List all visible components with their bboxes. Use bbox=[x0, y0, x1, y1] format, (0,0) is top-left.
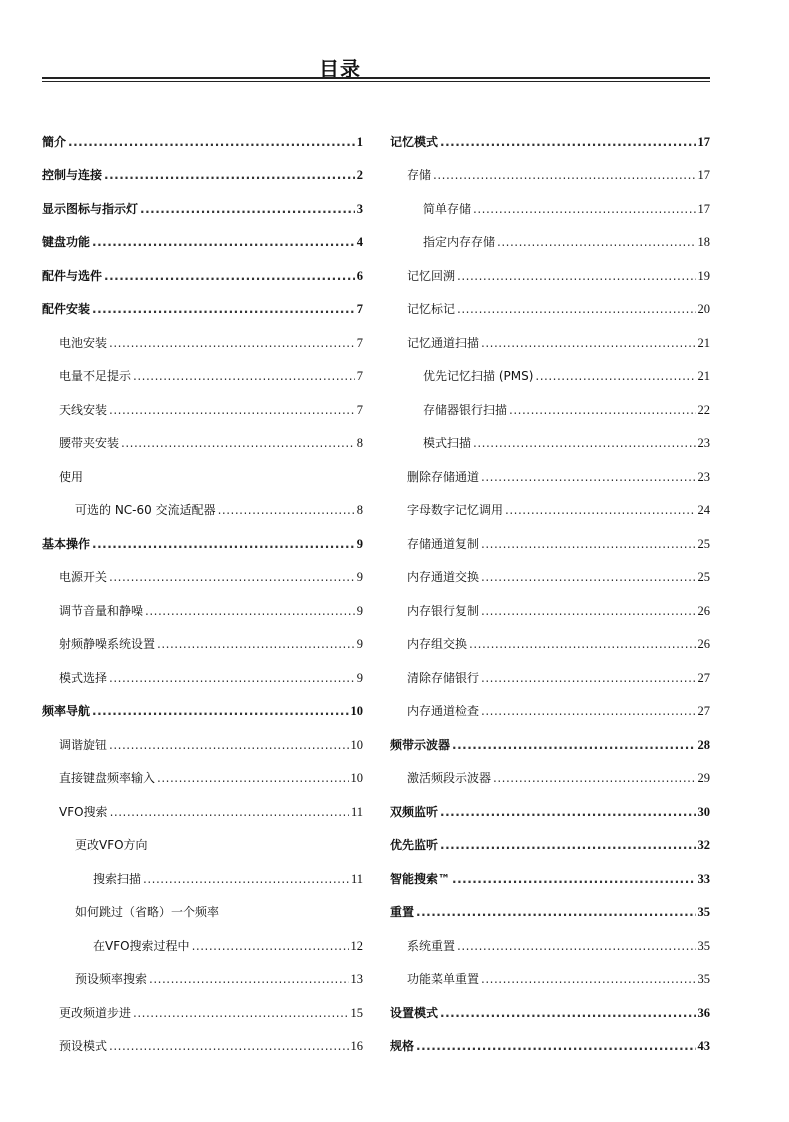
toc-entry[interactable] bbox=[42, 594, 363, 628]
toc-entry-page: 26 bbox=[697, 637, 710, 652]
toc-entry[interactable] bbox=[42, 963, 363, 997]
toc-entry-label: 简单存储 bbox=[423, 201, 472, 216]
toc-entry-label: 显示图标与指示灯 bbox=[42, 201, 139, 216]
toc-entry-page: 3 bbox=[356, 201, 363, 216]
toc-dot-leader bbox=[457, 301, 695, 317]
toc-dot-leader bbox=[92, 703, 348, 719]
toc-dot-leader bbox=[457, 268, 695, 284]
toc-entry-label: 指定内存存储 bbox=[423, 235, 496, 250]
toc-dot-leader bbox=[104, 268, 355, 284]
toc-entry[interactable] bbox=[390, 159, 710, 193]
toc-entry[interactable] bbox=[390, 527, 710, 561]
toc-entry-page: 11 bbox=[350, 804, 363, 819]
toc-entry-label: 使用 bbox=[59, 469, 84, 484]
toc-entry-page: 7 bbox=[356, 402, 363, 417]
toc-entry[interactable] bbox=[390, 929, 710, 963]
toc-entry-page: 25 bbox=[697, 536, 710, 551]
toc-entry-page: 24 bbox=[697, 503, 710, 518]
toc-entry-page: 13 bbox=[350, 972, 363, 987]
toc-entry-label: VFO搜索 bbox=[59, 804, 108, 819]
toc-entry[interactable] bbox=[42, 293, 363, 327]
toc-dot-leader bbox=[218, 502, 355, 518]
toc-dot-leader bbox=[109, 670, 355, 686]
toc-entry[interactable] bbox=[42, 762, 363, 796]
toc-dot-leader bbox=[143, 871, 349, 887]
toc-entry[interactable] bbox=[390, 728, 710, 762]
toc-entry-label: 电池安装 bbox=[59, 335, 108, 350]
toc-entry[interactable] bbox=[390, 561, 710, 595]
toc-entry-page: 21 bbox=[697, 369, 710, 384]
toc-entry-page: 35 bbox=[697, 905, 710, 920]
toc-entry-page: 4 bbox=[356, 235, 363, 250]
toc-entry[interactable] bbox=[390, 628, 710, 662]
toc-dot-leader bbox=[505, 502, 695, 518]
toc-dot-leader bbox=[481, 670, 695, 686]
toc-entry[interactable] bbox=[42, 728, 363, 762]
toc-dot-leader bbox=[473, 201, 695, 217]
toc-entry-label: 激活频段示波器 bbox=[407, 771, 492, 786]
toc-dot-leader bbox=[92, 301, 355, 317]
toc-entry-label: 智能搜索™ bbox=[390, 871, 451, 886]
toc-entry-page: 2 bbox=[356, 168, 363, 183]
toc-entry[interactable] bbox=[42, 661, 363, 695]
toc-entry-page: 9 bbox=[356, 603, 363, 618]
toc-entry-label: 预设频率搜索 bbox=[75, 972, 148, 987]
toc-entry-page: 10 bbox=[350, 704, 363, 719]
toc-entry-page: 7 bbox=[356, 369, 363, 384]
toc-entry[interactable] bbox=[390, 226, 710, 260]
toc-dot-leader bbox=[109, 402, 355, 418]
toc-entry[interactable] bbox=[390, 594, 710, 628]
toc-dot-leader bbox=[457, 938, 695, 954]
toc-entry-label: 调节音量和静噪 bbox=[59, 603, 144, 618]
toc-entry[interactable] bbox=[390, 125, 710, 159]
toc-entry-label: 存储通道复制 bbox=[407, 536, 480, 551]
toc-entry-label: 配件与选件 bbox=[42, 268, 103, 283]
toc-dot-leader bbox=[145, 603, 355, 619]
toc-entry[interactable] bbox=[42, 159, 363, 193]
toc-entry-label: 天线安装 bbox=[59, 402, 108, 417]
toc-entry-page: 7 bbox=[356, 302, 363, 317]
toc-dot-leader bbox=[121, 435, 355, 451]
toc-dot-leader bbox=[92, 536, 355, 552]
toc-entry[interactable] bbox=[42, 226, 363, 260]
toc-dot-leader bbox=[481, 469, 695, 485]
toc-entry-page: 16 bbox=[350, 1039, 363, 1054]
toc-entry-label: 记忆标记 bbox=[407, 302, 456, 317]
toc-entry[interactable] bbox=[390, 360, 710, 394]
toc-entry[interactable] bbox=[390, 393, 710, 427]
toc-entry-page: 7 bbox=[356, 335, 363, 350]
toc-entry-label: 记忆回溯 bbox=[407, 268, 456, 283]
toc-entry-label: 配件安装 bbox=[42, 302, 91, 317]
toc-entry-page: 17 bbox=[697, 201, 710, 216]
toc-entry[interactable] bbox=[42, 628, 363, 662]
toc-entry-page: 9 bbox=[356, 570, 363, 585]
toc-entry-label: 控制与连接 bbox=[42, 168, 103, 183]
toc-right-column bbox=[390, 125, 710, 1063]
toc-entry-label: 优先监听 bbox=[390, 838, 439, 853]
toc-entry-label: 记忆通道扫描 bbox=[407, 335, 480, 350]
toc-entry-label: 模式扫描 bbox=[423, 436, 472, 451]
toc-dot-leader bbox=[481, 603, 695, 619]
toc-dot-leader bbox=[133, 368, 355, 384]
toc-entry-page: 8 bbox=[356, 503, 363, 518]
toc-entry[interactable] bbox=[390, 762, 710, 796]
toc-entry-page: 10 bbox=[350, 737, 363, 752]
toc-dot-leader bbox=[481, 703, 695, 719]
toc-dot-leader bbox=[109, 335, 355, 351]
toc-left-column bbox=[42, 125, 363, 1063]
toc-dot-leader bbox=[149, 971, 348, 987]
toc-dot-leader bbox=[416, 1038, 695, 1054]
toc-entry[interactable] bbox=[42, 795, 363, 829]
toc-entry-page: 25 bbox=[697, 570, 710, 585]
toc-dot-leader bbox=[440, 837, 695, 853]
toc-entry-label: 模式选择 bbox=[59, 670, 108, 685]
toc-entry[interactable] bbox=[390, 192, 710, 226]
title-rule-thin bbox=[42, 81, 710, 82]
toc-entry[interactable] bbox=[42, 929, 363, 963]
toc-entry-label: 搜索扫描 bbox=[93, 871, 142, 886]
toc-entry-label: 删除存储通道 bbox=[407, 469, 480, 484]
toc-dot-leader bbox=[469, 636, 695, 652]
toc-entry-page: 1 bbox=[356, 134, 363, 149]
toc-entry[interactable] bbox=[42, 494, 363, 528]
toc-entry[interactable] bbox=[390, 896, 710, 930]
toc-entry-page: 23 bbox=[697, 469, 710, 484]
toc-entry-label: 射频静噪系统设置 bbox=[59, 637, 156, 652]
toc-dot-leader bbox=[481, 569, 695, 585]
toc-entry-label: 频带示波器 bbox=[390, 737, 451, 752]
toc-entry-page: 19 bbox=[697, 268, 710, 283]
toc-entry[interactable] bbox=[42, 427, 363, 461]
toc-dot-leader bbox=[440, 134, 695, 150]
toc-entry-label: 电源开关 bbox=[59, 570, 108, 585]
toc-entry-page: 17 bbox=[697, 168, 710, 183]
toc-entry[interactable] bbox=[42, 360, 363, 394]
toc-entry-label: 如何跳过（省略）一个频率 bbox=[75, 905, 220, 920]
toc-dot-leader bbox=[109, 737, 348, 753]
toc-dot-leader bbox=[481, 536, 695, 552]
toc-entry-label: 设置模式 bbox=[390, 1005, 439, 1020]
toc-entry-page: 35 bbox=[697, 938, 710, 953]
toc-entry[interactable] bbox=[390, 862, 710, 896]
toc-dot-leader bbox=[68, 134, 355, 150]
toc-entry-label: 功能菜单重置 bbox=[407, 972, 480, 987]
toc-dot-leader bbox=[110, 804, 349, 820]
toc-entry-label: 预设模式 bbox=[59, 1039, 108, 1054]
toc-entry-label: 频率导航 bbox=[42, 704, 91, 719]
toc-entry[interactable] bbox=[42, 896, 363, 930]
toc-entry-label: 清除存储银行 bbox=[407, 670, 480, 685]
toc-entry-label: 电量不足提示 bbox=[59, 369, 132, 384]
toc-entry-page: 20 bbox=[697, 302, 710, 317]
toc-dot-leader bbox=[440, 804, 695, 820]
toc-entry-page: 18 bbox=[697, 235, 710, 250]
toc-entry-page: 36 bbox=[697, 1005, 710, 1020]
toc-dot-leader bbox=[497, 234, 695, 250]
toc-entry-page: 15 bbox=[350, 1005, 363, 1020]
toc-entry[interactable] bbox=[390, 661, 710, 695]
toc-dot-leader bbox=[452, 871, 695, 887]
toc-entry-page: 12 bbox=[350, 938, 363, 953]
toc-entry[interactable] bbox=[390, 695, 710, 729]
toc-entry-label: 内存银行复制 bbox=[407, 603, 480, 618]
toc-entry[interactable] bbox=[42, 192, 363, 226]
toc-dot-leader bbox=[92, 234, 355, 250]
toc-entry[interactable] bbox=[42, 996, 363, 1030]
toc-dot-leader bbox=[433, 167, 695, 183]
toc-dot-leader bbox=[452, 737, 695, 753]
toc-entry-label: 内存通道检查 bbox=[407, 704, 480, 719]
toc-entry-page: 32 bbox=[697, 838, 710, 853]
toc-entry[interactable] bbox=[390, 1030, 710, 1064]
toc-entry-label: 簡介 bbox=[42, 134, 67, 149]
toc-dot-leader bbox=[481, 335, 695, 351]
toc-dot-leader bbox=[416, 904, 695, 920]
toc-dot-leader bbox=[473, 435, 695, 451]
toc-dot-leader bbox=[133, 1005, 348, 1021]
toc-entry-page: 8 bbox=[356, 436, 363, 451]
toc-entry[interactable] bbox=[390, 996, 710, 1030]
toc-entry[interactable] bbox=[390, 326, 710, 360]
toc-entry[interactable] bbox=[390, 494, 710, 528]
toc-entry-label: 内存组交换 bbox=[407, 637, 468, 652]
toc-entry-label: 规格 bbox=[390, 1039, 415, 1054]
title-rule-thick bbox=[42, 77, 710, 79]
toc-entry-label: 重置 bbox=[390, 905, 415, 920]
toc-entry[interactable] bbox=[42, 259, 363, 293]
toc-entry-page: 10 bbox=[350, 771, 363, 786]
toc-entry[interactable] bbox=[42, 695, 363, 729]
toc-entry-page: 43 bbox=[697, 1039, 710, 1054]
toc-entry[interactable] bbox=[390, 829, 710, 863]
page-title: 目录 bbox=[319, 57, 361, 81]
toc-entry[interactable] bbox=[42, 393, 363, 427]
toc-entry-page: 29 bbox=[697, 771, 710, 786]
toc-entry[interactable] bbox=[390, 460, 710, 494]
toc-entry-page: 35 bbox=[697, 972, 710, 987]
toc-dot-leader bbox=[104, 167, 355, 183]
toc-entry-label: 更改频道步进 bbox=[59, 1005, 132, 1020]
toc-entry[interactable] bbox=[42, 829, 363, 863]
toc-entry-label: 调谐旋钮 bbox=[59, 737, 108, 752]
toc-entry-label: 优先记忆扫描 (PMS) bbox=[423, 369, 534, 384]
toc-entry[interactable] bbox=[390, 963, 710, 997]
toc-entry-page: 23 bbox=[697, 436, 710, 451]
toc-dot-leader bbox=[109, 1038, 348, 1054]
toc-entry-page: 9 bbox=[356, 637, 363, 652]
toc-entry-label: 更改VFO方向 bbox=[75, 838, 148, 853]
toc-entry-label: 存储 bbox=[407, 168, 432, 183]
toc-dot-leader bbox=[157, 636, 355, 652]
toc-entry-page: 6 bbox=[356, 268, 363, 283]
toc-entry-label: 系统重置 bbox=[407, 938, 456, 953]
toc-entry[interactable] bbox=[42, 862, 363, 896]
toc-dot-leader bbox=[140, 201, 355, 217]
toc-entry[interactable] bbox=[42, 125, 363, 159]
toc-entry-label: 存储器银行扫描 bbox=[423, 402, 508, 417]
toc-entry[interactable] bbox=[42, 1030, 363, 1064]
toc-entry-page: 11 bbox=[350, 871, 363, 886]
toc-entry[interactable] bbox=[42, 460, 363, 494]
toc-dot-leader bbox=[509, 402, 695, 418]
toc-entry-label: 内存通道交换 bbox=[407, 570, 480, 585]
toc-entry-page: 9 bbox=[356, 670, 363, 685]
toc-entry[interactable] bbox=[42, 326, 363, 360]
toc-dot-leader bbox=[109, 569, 355, 585]
toc-entry[interactable] bbox=[42, 561, 363, 595]
toc-entry-label: 双频监听 bbox=[390, 804, 439, 819]
toc-entry-label: 键盘功能 bbox=[42, 235, 91, 250]
toc-dot-leader bbox=[192, 938, 349, 954]
toc-entry-label: 基本操作 bbox=[42, 536, 91, 551]
toc-entry-label: 字母数字记忆调用 bbox=[407, 503, 504, 518]
toc-entry-page: 26 bbox=[697, 603, 710, 618]
toc-entry[interactable] bbox=[42, 527, 363, 561]
toc-entry-label: 直接键盘频率输入 bbox=[59, 771, 156, 786]
toc-entry-label: 在VFO搜索过程中 bbox=[93, 938, 190, 953]
toc-entry-label: 记忆模式 bbox=[390, 134, 439, 149]
toc-dot-leader bbox=[157, 770, 348, 786]
toc-entry[interactable] bbox=[390, 293, 710, 327]
toc-entry-label: 可选的 NC-60 交流适配器 bbox=[75, 503, 216, 518]
toc-entry-label: 腰带夹安装 bbox=[59, 436, 120, 451]
toc-entry[interactable] bbox=[390, 795, 710, 829]
toc-entry-page: 33 bbox=[697, 871, 710, 886]
toc-entry-page: 28 bbox=[697, 737, 710, 752]
toc-dot-leader bbox=[440, 1005, 695, 1021]
toc-entry-page: 17 bbox=[697, 134, 710, 149]
toc-entry-page: 30 bbox=[697, 804, 710, 819]
toc-dot-leader bbox=[493, 770, 695, 786]
toc-entry-page: 27 bbox=[697, 670, 710, 685]
toc-entry-page: 27 bbox=[697, 704, 710, 719]
toc-entry-page: 22 bbox=[697, 402, 710, 417]
toc-dot-leader bbox=[535, 368, 695, 384]
toc-entry-page: 21 bbox=[697, 335, 710, 350]
toc-entry[interactable] bbox=[390, 259, 710, 293]
toc-entry[interactable] bbox=[390, 427, 710, 461]
toc-entry-page: 9 bbox=[356, 536, 363, 551]
toc-dot-leader bbox=[481, 971, 695, 987]
